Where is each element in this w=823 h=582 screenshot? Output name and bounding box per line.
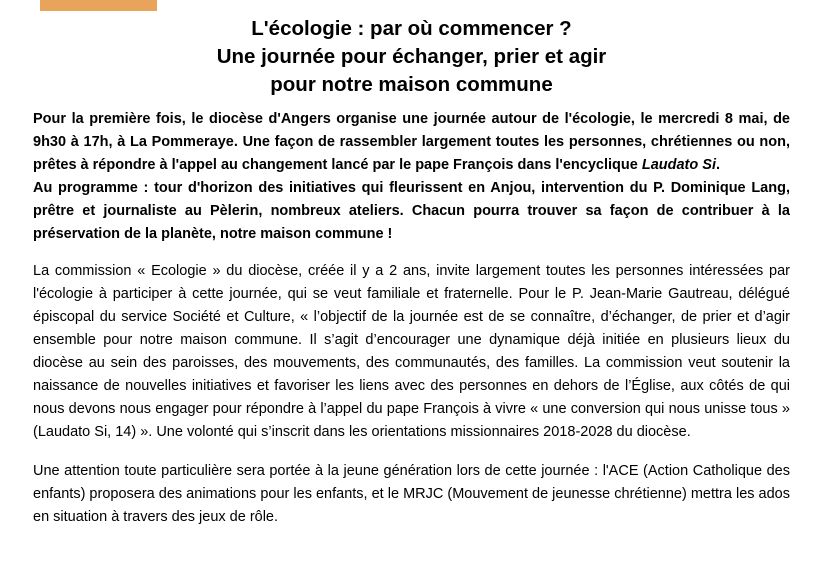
encyclical-title: Laudato Si [641, 157, 716, 173]
header-accent-bar [40, 0, 157, 11]
paragraph-commission: La commission « Ecologie » du diocèse, créée il y a 2 ans, invite largement toutes les personnes intéressées par l'écologie à participer à cette journée, qui se veut familiale et fraternelle. Pour le P. Jean-Marie Gautreau, délégué épiscopal du service Société et Culture, « l’objectif de la journée est de se connaître, d’échanger, de prier et d’agir ensemble pour notre maison commune. Il s’agit d’encourager une dynamique déjà initiée en plusieurs lieux du diocèse au sein des paroisses, des mouvements, des communautés, des familles. La commission veut soutenir la naissance de nouvelles initiatives et favoriser les liens avec des personnes en dehors de l’Église, aux côtés de qui nous devons nous engager pour répondre à l’appel du pape François à vivre « une conversion qui nous unisse tous » (Laudato Si, 14) ». Une volonté qui s’inscrit dans les orientations missionnaires 2018-2028 du diocèse. [33, 263, 790, 440]
title-line-2: Une journée pour échanger, prier et agir [216, 45, 607, 68]
paragraph-intro [33, 108, 790, 177]
title-line-1: L'écologie : par où commencer ? [251, 17, 572, 40]
document-body [33, 108, 790, 529]
paragraph-jeunesse: Une attention toute particulière sera portée à la jeune génération lors de cette journée : l'ACE (Action Catholique des enfants) proposera des animations pour les enfants, et le MRJC (Mouvement de jeunesse chrétienne) mettra les ados en situation à travers des jeux de rôle. [33, 463, 790, 525]
title-line-3: pour notre maison commune [270, 73, 553, 96]
intro-text: Pour la première fois, le diocèse d'Angers organise une journée autour de l'écologie, le mercredi 8 mai, de 9h30 à 17h, à La Pommeraye. Une façon de rassembler largement toutes les personnes, chrétiennes ou non, prêtes à répondre à l'appel au changement lancé par le pape François dans l'encyclique [33, 111, 790, 173]
paragraph-programme: Au programme : tour d'horizon des initiatives qui fleurissent en Anjou, intervention du P. Dominique Lang, prêtre et journaliste au Pèlerin, nombreux ateliers. Chacun pourra trouver sa façon de contribuer à la préservation de la planète, notre maison commune ! [33, 180, 790, 242]
intro-period: . [715, 157, 721, 173]
document-title [40, 15, 783, 99]
